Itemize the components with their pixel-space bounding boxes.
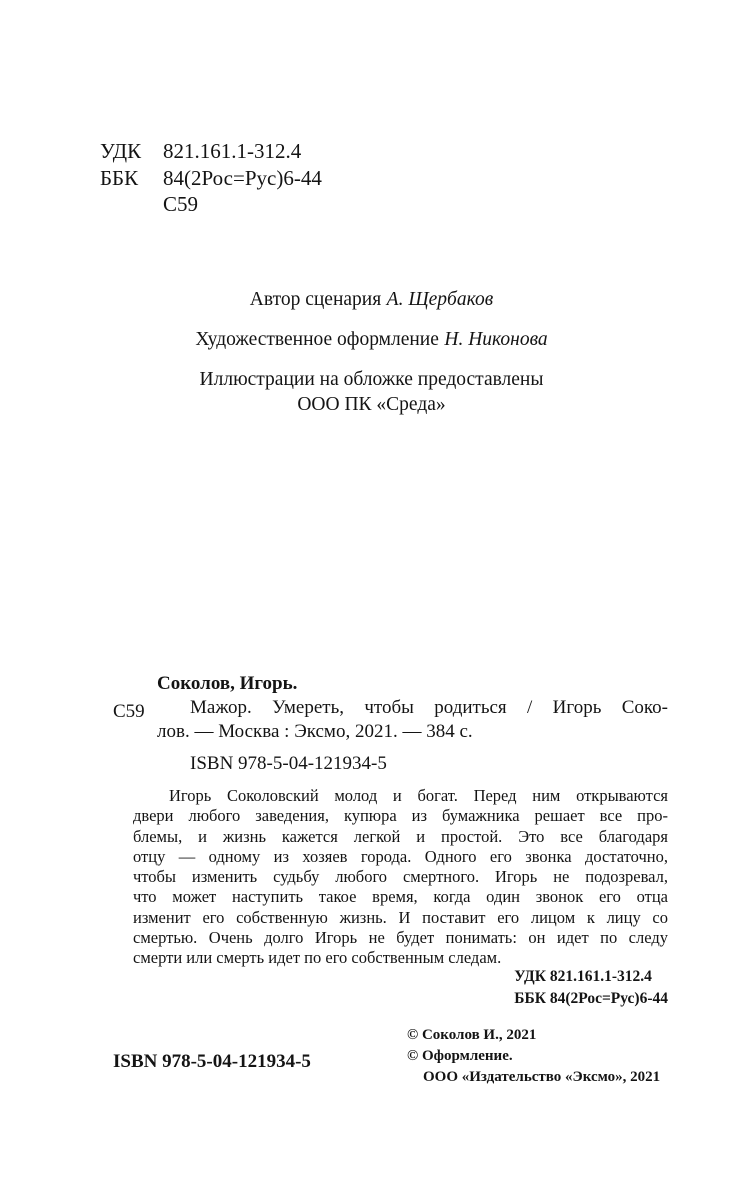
annotation-line: двери любого заведения, купюра из бумажника решает все про- — [133, 806, 668, 826]
annotation-line: чтобы изменить судьбу любого смертного. Игорь не подозревал, — [133, 867, 668, 887]
copyright-publisher-line: ООО «Издательство «Эксмо», 2021 — [423, 1069, 661, 1085]
annotation-line: отцу — одному из хозяев города. Одного его звонка достаточно, — [133, 846, 668, 866]
annotation-line: изменит его собственную жизнь. И поставит его лицом к лицу со — [133, 907, 668, 927]
annotation-line: что может наступить такое время, когда один звонок его отца — [133, 887, 668, 907]
bbk-label: ББК — [100, 165, 139, 190]
cover-credit-line-2: ООО ПК «Среда» — [297, 394, 446, 415]
annotation-line: смертью. Очень долго Игорь не будет понимать: он идет по следу — [133, 928, 668, 948]
copyright-block — [407, 1025, 660, 1088]
footer-isbn: ISBN 978-5-04-121934-5 — [113, 1051, 311, 1072]
screenplay-credit-label: Автор сценария — [249, 289, 382, 310]
udk-row — [100, 138, 322, 165]
credits-block — [0, 287, 743, 417]
catalog-author-sign: С59 — [113, 701, 145, 722]
copyright-author-line: © Соколов И., 2021 — [407, 1027, 537, 1043]
copyright-design-line: © Оформление. — [407, 1048, 513, 1064]
annotation-paragraph — [133, 786, 668, 969]
catalog-card — [157, 672, 668, 776]
card-udk: УДК 821.161.1-312.4 — [514, 968, 652, 985]
screenplay-author-name: А. Щербаков — [386, 289, 494, 310]
citation-line-2: лов. — Москва : Эксмо, 2021. — 384 с. — [157, 720, 473, 742]
udk-value: 821.161.1-312.4 — [163, 139, 302, 163]
screenplay-credit — [0, 287, 743, 312]
bbk-row — [100, 165, 322, 192]
annotation-line: смерти или смерть идет по его собственным следам. — [133, 948, 502, 968]
cover-illustrations-credit — [0, 367, 743, 417]
author-sign-row — [100, 191, 322, 218]
bbk-value: 84(2Рос=Рус)6-44 — [163, 165, 322, 190]
author-heading: Соколов, Игорь. — [157, 673, 298, 694]
top-classification-block — [100, 138, 322, 218]
designer-name: Н. Никонова — [444, 329, 548, 350]
design-credit — [0, 327, 743, 352]
udk-label: УДК — [100, 139, 142, 163]
design-credit-label: Художественное оформление — [195, 329, 439, 350]
card-classification-block — [514, 966, 668, 1009]
author-sign: С59 — [163, 192, 199, 216]
citation-line-1: Мажор. Умереть, чтобы родиться / Игорь Соко- — [190, 696, 668, 718]
annotation-line: блемы, и жизнь кажется легкой и простой. Это все благодаря — [133, 826, 668, 846]
annotation-line: Игорь Соколовский молод и богат. Перед ним открываются — [169, 786, 668, 805]
cover-credit-line-1: Иллюстрации на обложке предоставлены — [199, 369, 544, 390]
isbn-line: ISBN 978-5-04-121934-5 — [190, 753, 387, 775]
author-sign-spacer — [100, 191, 163, 218]
card-bbk: ББК 84(2Рос=Рус)6-44 — [514, 989, 668, 1007]
